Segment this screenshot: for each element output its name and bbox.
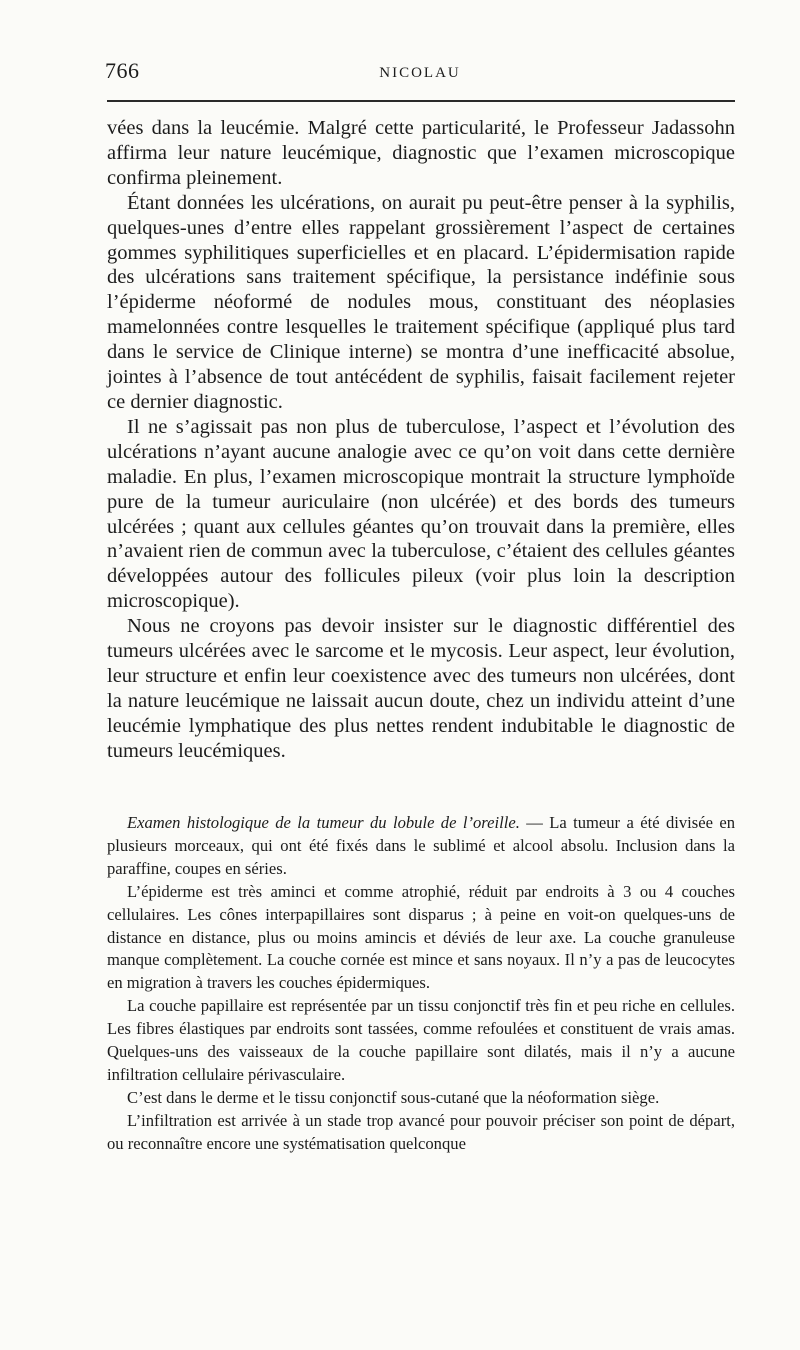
paragraph: Nous ne croyons pas devoir insister sur le diagnostic différentiel des tumeurs ulcérées avec le sarcome et le mycosis. Leur aspect, leur évolution, leur structure et enfin leur coexistence avec des tumeurs non ulcérées, dont la nature leucémique ne laissait aucun doute, chez un individu atteint d’une leucémie lymphatique des plus nettes rendent indubitable le diagnostic de tumeurs leucémiques. (107, 615, 735, 762)
paragraph: L’épiderme est très aminci et comme atrophié, réduit par endroits à 3 ou 4 couches cellulaires. Les cônes interpapillaires sont disparus ; à peine en voit-on quelques-uns de distance en distance, plus ou moins amincis et déviés de leur axe. La couche granuleuse manque complètement. La couche cornée est mince et sans noyaux. Il n’y a pas de leucocytes en migration à travers les couches épidermiques. (107, 881, 735, 993)
paragraph: L’infiltration est arrivée à un stade trop avancé pour pouvoir préciser son point de départ, ou reconnaître encore une systématisation quelconque (107, 1110, 735, 1153)
histology-section (107, 812, 735, 1156)
exam-paragraph (107, 812, 735, 881)
em-dash: — (519, 813, 550, 832)
page-header (105, 58, 735, 88)
main-text (107, 116, 735, 764)
section-title: Examen histologique de la tumeur du lobule de l’oreille. (127, 813, 520, 832)
paragraph: Il ne s’agissait pas non plus de tuberculose, l’aspect et l’évolution des ulcérations n’ayant aucune analogie avec ce qu’on voit dans cette dernière maladie. En plus, l’examen microscopique montrait la structure lymphoïde pure de la tumeur auriculaire (non ulcérée) et des bords des tumeurs ulcérées ; quant aux cellules géantes qu’on trouvait dans la première, elles n’avaient rien de commun avec la tuberculose, c’étaient des cellules géantes développées autour des follicules pileux (voir plus loin la description microscopique). (107, 415, 735, 613)
exam-text: La tumeur a été divisée en plusieurs morceaux, qui ont été fixés dans le sublimé et alcool absolu. Inclusion dans la paraffine, coupes en séries. (107, 813, 735, 878)
paragraph: vées dans la leucémie. Malgré cette particularité, le Professeur Jadassohn affirma leur nature leucémique, diagnostic que l’examen microscopique confirma pleinement. (107, 117, 735, 189)
header-rule (107, 100, 735, 102)
running-head: NICOLAU (379, 65, 461, 81)
page-number: 766 (105, 58, 140, 83)
paragraph: La couche papillaire est représentée par un tissu conjonctif très fin et peu riche en cellules. Les fibres élastiques par endroits sont tassées, comme refoulées et constituent de vrais amas. Quelques-uns des vaisseaux de la couche papillaire sont dilatés, mais il n’y a aucune infiltration cellulaire périvasculaire. (107, 996, 735, 1084)
paragraph: C’est dans le derme et le tissu conjonctif sous-cutané que la néoformation siège. (127, 1087, 660, 1107)
paragraph: Étant données les ulcérations, on aurait pu peut-être penser à la syphilis, quelques-unes d’entre elles rappelant grossièrement l’aspect de certaines gommes syphilitiques superficielles et en placard. L’épidermisation rapide des ulcérations sans traitement spécifique, la persistance indéfinie sous l’épiderme néoformé de nodules mous, constituant des néoplasies mamelonnées contre lesquelles le traitement spécifique (appliqué plus tard dans le service de Clinique interne) se montra d’une inefficacité absolue, jointes à l’absence de tout antécédent de syphilis, faisait facilement rejeter ce dernier diagnostic. (107, 191, 735, 413)
